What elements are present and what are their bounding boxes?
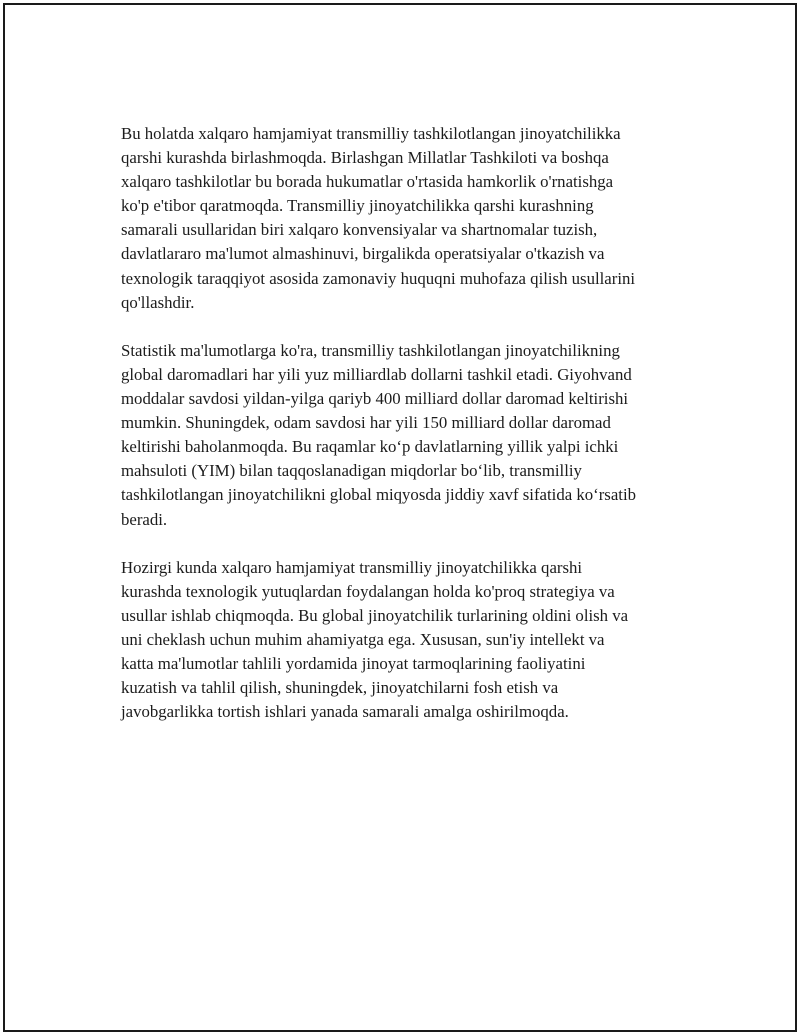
text-line: javobgarlikka tortish ishlari yanada samarali amalga oshirilmoqda. [121, 702, 569, 722]
text-line: Hozirgi kunda xalqaro hamjamiyat transmilliy jinoyatchilikka qarshi [121, 557, 583, 577]
text-line: global daromadlari har yili yuz milliardlab dollarni tashkil etadi. Giyohvand [121, 364, 632, 384]
text-line: davlatlararo ma'lumot almashinuvi, birgalikda operatsiyalar o'tkazish va [121, 244, 605, 264]
text-line: tashkilotlangan jinoyatchilikni global miqyosda jiddiy xavf sifatida ko‘rsatib [121, 485, 636, 505]
paragraph-2 [121, 339, 701, 532]
text-line: xalqaro tashkilotlar bu borada hukumatlar o'rtasida hamkorlik o'rnatishga [121, 172, 614, 192]
text-line: uni cheklash uchun muhim ahamiyatga ega. Xususan, sun'iy intellekt va [121, 629, 605, 649]
document-page [3, 3, 797, 1032]
text-line: katta ma'lumotlar tahlili yordamida jinoyat tarmoqlarining faoliyatini [121, 654, 586, 674]
text-line: Bu holatda xalqaro hamjamiyat transmilliy tashkilotlangan jinoyatchilikka [121, 124, 621, 143]
text-line: Statistik ma'lumotlarga ko'ra, transmilliy tashkilotlangan jinoyatchilikning [121, 340, 620, 360]
text-line: mahsuloti (YIM) bilan taqqoslanadigan miqdorlar bo‘lib, transmilliy [121, 461, 582, 481]
document-body [121, 122, 701, 748]
text-line: kuzatish va tahlil qilish, shuningdek, jinoyatchilarni fosh etish va [121, 678, 559, 698]
text-line: mumkin. Shuningdek, odam savdosi har yili 150 milliard dollar daromad [121, 413, 611, 433]
text-line: keltirishi baholanmoqda. Bu raqamlar ko‘p davlatlarning yillik yalpi ichki [121, 437, 619, 457]
text-line: usullar ishlab chiqmoqda. Bu global jinoyatchilik turlarining oldini olish va [121, 605, 629, 625]
text-line: moddalar savdosi yildan-yilga qariyb 400 milliard dollar daromad keltirishi [121, 389, 629, 409]
text-line: texnologik taraqqiyot asosida zamonaviy huquqni muhofaza qilish usullarini [121, 268, 636, 288]
text-line: qarshi kurashda birlashmoqda. Birlashgan Millatlar Tashkiloti va boshqa [121, 148, 609, 168]
text-line: kurashda texnologik yutuqlardan foydalangan holda ko'proq strategiya va [121, 581, 615, 601]
text-line: qo'llashdir. [121, 292, 195, 312]
paragraph-3 [121, 556, 701, 725]
text-line: beradi. [121, 509, 168, 529]
paragraph-1 [121, 122, 701, 315]
text-line: samarali usullaridan biri xalqaro konvensiyalar va shartnomalar tuzish, [121, 220, 598, 240]
text-line: ko'p e'tibor qaratmoqda. Transmilliy jinoyatchilikka qarshi kurashning [121, 196, 594, 216]
